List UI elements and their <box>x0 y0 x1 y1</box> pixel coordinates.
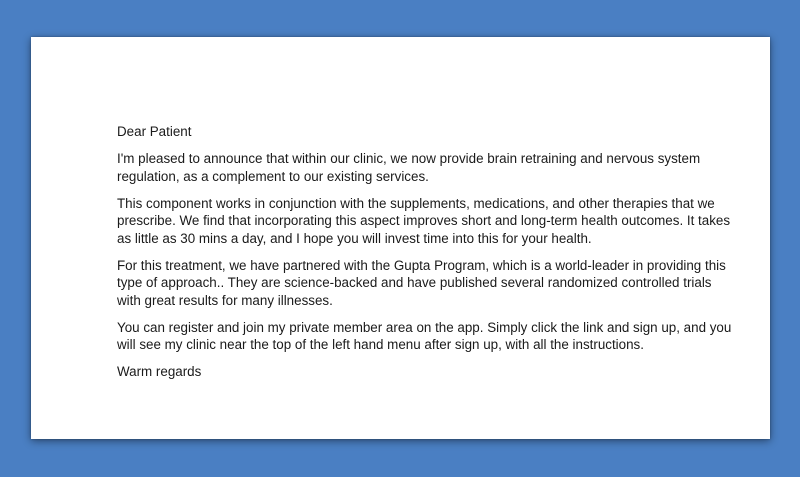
paragraph-partnership: For this treatment, we have partnered with the Gupta Program, which is a world-leader in providing this type of approach.. They are science-backed and have published several randomized controlled trials with great results for many illnesses. <box>117 257 726 308</box>
letter-body <box>117 123 737 390</box>
document-page <box>31 37 770 439</box>
closing: Warm regards <box>117 364 202 379</box>
paragraph-component: This component works in conjunction with the supplements, medications, and other therapies that we prescribe. We find that incorporating this aspect improves short and long-term health outcomes. It takes as little as 30 mins a day, and I hope you will invest time into this for your health. <box>117 195 731 246</box>
paragraph-registration: You can register and join my private member area on the app. Simply click the link and sign up, and you will see my clinic near the top of the left hand menu after sign up, with all the instructions. <box>117 319 732 352</box>
salutation: Dear Patient <box>117 124 192 139</box>
paragraph-announcement: I'm pleased to announce that within our clinic, we now provide brain retraining and nervous system regulation, as a complement to our existing services. <box>117 151 701 184</box>
